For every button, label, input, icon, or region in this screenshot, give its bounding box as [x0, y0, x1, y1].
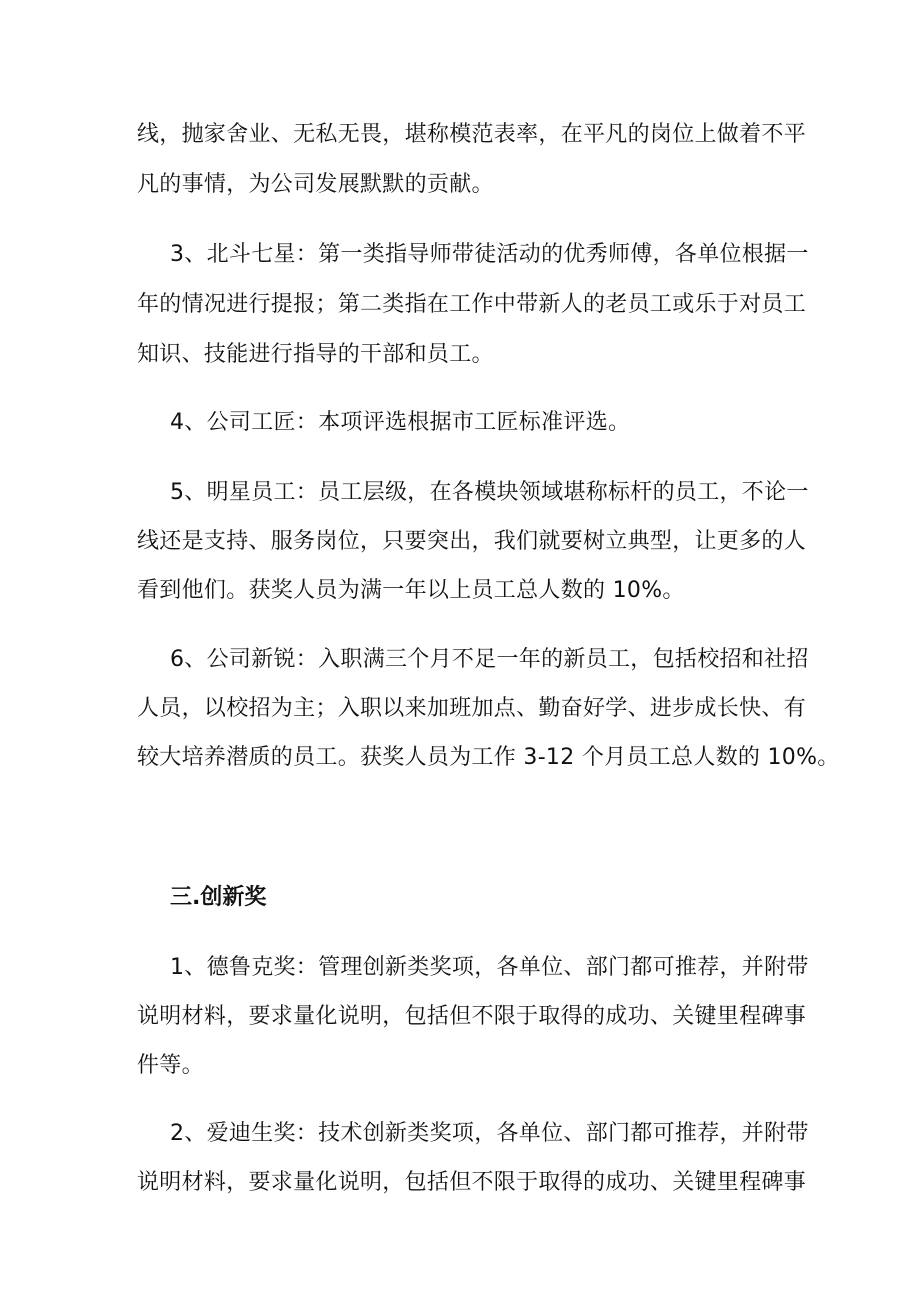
- paragraph-line: 线还是支持、服务岗位，只要突出，我们就要树立典型，让更多的人: [137, 529, 807, 554]
- paragraph-line: 4、公司工匠：本项评选根据市工匠标准评选。: [170, 410, 631, 435]
- paragraph-line: 2、爱迪生奖：技术创新类奖项，各单位、部门都可推荐，并附带: [170, 1121, 809, 1146]
- paragraph-line: 1、德鲁克奖：管理创新类奖项，各单位、部门都可推荐，并附带: [170, 955, 809, 980]
- paragraph-line: 说明材料，要求量化说明，包括但不限于取得的成功、关键里程碑事: [137, 1170, 807, 1195]
- paragraph-line: 说明材料，要求量化说明，包括但不限于取得的成功、关键里程碑事: [137, 1004, 807, 1029]
- paragraph-line: 看到他们。获奖人员为满一年以上员工总人数的 10%。: [137, 578, 685, 603]
- paragraph-line: 件等。: [137, 1053, 204, 1078]
- paragraph-line: 较大培养潜质的员工。获奖人员为工作 3-12 个月员工总人数的 10%。: [137, 745, 840, 770]
- paragraph-line: 线，抛家舍业、无私无畏，堪称模范表率，在平凡的岗位上做着不平: [137, 122, 807, 147]
- section-heading: 三.创新奖: [170, 885, 267, 910]
- paragraph-line: 6、公司新锐：入职满三个月不足一年的新员工，包括校招和社招: [170, 647, 809, 672]
- paragraph-line: 3、北斗七星：第一类指导师带徒活动的优秀师傅，各单位根据一: [170, 242, 809, 267]
- paragraph-line: 知识、技能进行指导的干部和员工。: [137, 342, 494, 367]
- paragraph-line: 人员，以校招为主；入职以来加班加点、勤奋好学、进步成长快、有: [137, 696, 807, 721]
- paragraph-line: 5、明星员工：员工层级，在各模块领域堪称标杆的员工，不论一: [170, 480, 809, 505]
- paragraph-line: 凡的事情，为公司发展默默的贡献。: [137, 172, 494, 197]
- paragraph-line: 年的情况进行提报；第二类指在工作中带新人的老员工或乐于对员工: [137, 292, 807, 317]
